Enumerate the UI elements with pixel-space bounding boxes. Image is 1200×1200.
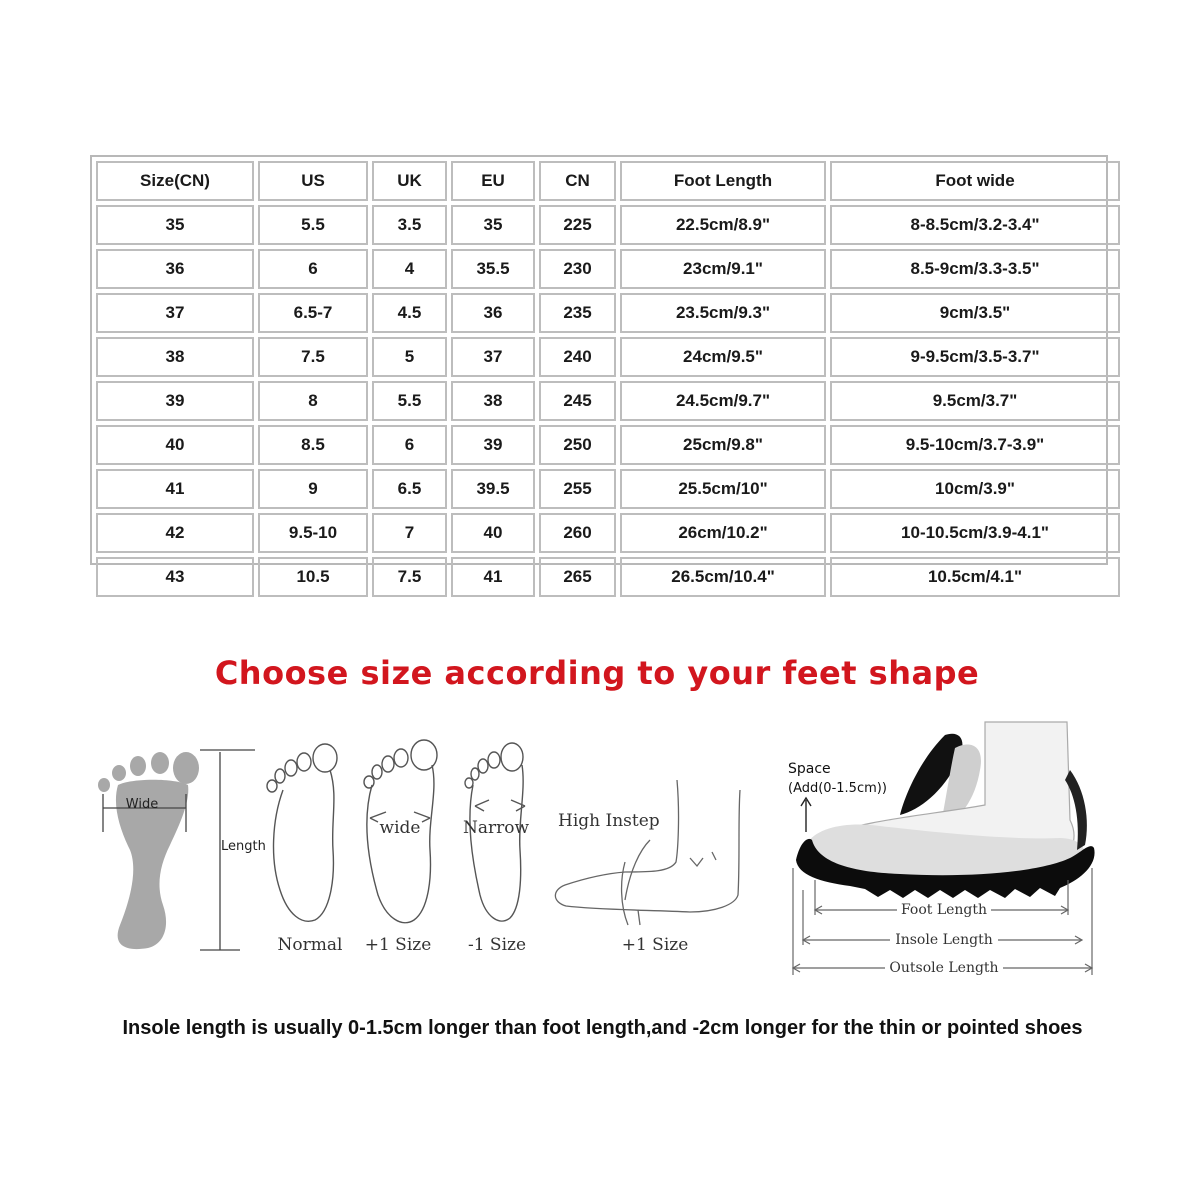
shoe-cross-section [796, 722, 1095, 898]
big-toe-icon [173, 752, 199, 784]
size-cell: 255 [539, 469, 616, 509]
size-cell: 37 [96, 293, 254, 333]
narrow-foot-caption: -1 Size [467, 935, 527, 955]
column-header: Size(CN) [96, 161, 254, 201]
insole-length-label: Insole Length [895, 932, 993, 948]
size-cell: 37 [451, 337, 535, 377]
size-cell: 38 [451, 381, 535, 421]
narrow-foot-label: Narrow [462, 818, 530, 838]
size-cell: 41 [451, 557, 535, 597]
size-cell: 5 [372, 337, 447, 377]
size-cell: 35 [96, 205, 254, 245]
column-header: Foot Length [620, 161, 826, 201]
size-cell: 9-9.5cm/3.5-3.7" [830, 337, 1120, 377]
size-cell: 230 [539, 249, 616, 289]
size-cell: 43 [96, 557, 254, 597]
normal-foot-caption: Normal [277, 935, 343, 955]
size-cell: 35.5 [451, 249, 535, 289]
size-cell: 245 [539, 381, 616, 421]
size-cell: 9 [258, 469, 368, 509]
column-header: US [258, 161, 368, 201]
normal-foot-outline [267, 744, 337, 921]
toe-icon [112, 765, 126, 781]
size-cell: 6 [372, 425, 447, 465]
size-cell: 8-8.5cm/3.2-3.4" [830, 205, 1120, 245]
space-label: Space [788, 761, 831, 777]
size-cell: 25cm/9.8" [620, 425, 826, 465]
length-label: Length [221, 839, 266, 854]
size-cell: 240 [539, 337, 616, 377]
size-cell: 39.5 [451, 469, 535, 509]
size-cell: 25.5cm/10" [620, 469, 826, 509]
size-cell: 10.5 [258, 557, 368, 597]
size-cell: 35 [451, 205, 535, 245]
size-cell: 26cm/10.2" [620, 513, 826, 553]
size-cell: 7 [372, 513, 447, 553]
size-cell: 23.5cm/9.3" [620, 293, 826, 333]
column-header: UK [372, 161, 447, 201]
size-cell: 38 [96, 337, 254, 377]
size-cell: 36 [96, 249, 254, 289]
toe-icon [98, 778, 110, 792]
size-cell: 5.5 [258, 205, 368, 245]
size-cell: 6.5-7 [258, 293, 368, 333]
size-cell: 6.5 [372, 469, 447, 509]
column-header: EU [451, 161, 535, 201]
size-cell: 250 [539, 425, 616, 465]
size-cell: 39 [451, 425, 535, 465]
toe-icon [130, 756, 146, 776]
size-cell: 9cm/3.5" [830, 293, 1120, 333]
size-advice-headline: Choose size according to your feet shape [214, 654, 980, 692]
size-cell: 7.5 [258, 337, 368, 377]
size-cell: 9.5-10 [258, 513, 368, 553]
foot-measure-diagram [98, 750, 266, 950]
space-note: (Add(0-1.5cm)) [788, 781, 887, 796]
size-cell: 225 [539, 205, 616, 245]
high-instep-foot-outline [555, 780, 740, 925]
column-header: CN [539, 161, 616, 201]
size-cell: 235 [539, 293, 616, 333]
size-cell: 4.5 [372, 293, 447, 333]
size-cell: 4 [372, 249, 447, 289]
size-cell: 10cm/3.9" [830, 469, 1120, 509]
size-cell: 7.5 [372, 557, 447, 597]
size-cell: 42 [96, 513, 254, 553]
wide-label: Wide [125, 797, 159, 812]
insole-length-note: Insole length is usually 0-1.5cm longer than foot length,and -2cm longer for the thin or pointed shoes [122, 1017, 1083, 1039]
size-cell: 36 [451, 293, 535, 333]
size-cell: 8.5-9cm/3.3-3.5" [830, 249, 1120, 289]
high-instep-title: High Instep [558, 811, 660, 831]
size-cell: 40 [96, 425, 254, 465]
size-cell: 23cm/9.1" [620, 249, 826, 289]
size-cell: 39 [96, 381, 254, 421]
size-cell: 6 [258, 249, 368, 289]
outsole-length-label: Outsole Length [889, 960, 999, 976]
size-cell: 41 [96, 469, 254, 509]
toe-icon [151, 752, 169, 774]
size-cell: 26.5cm/10.4" [620, 557, 826, 597]
size-cell: 9.5cm/3.7" [830, 381, 1120, 421]
size-cell: 3.5 [372, 205, 447, 245]
column-header: Foot wide [830, 161, 1120, 201]
size-cell: 260 [539, 513, 616, 553]
foot-length-label: Foot Length [900, 902, 988, 918]
size-cell: 22.5cm/8.9" [620, 205, 826, 245]
size-cell: 24.5cm/9.7" [620, 381, 826, 421]
size-cell: 40 [451, 513, 535, 553]
wide-foot-label: wide [379, 818, 421, 838]
size-cell: 265 [539, 557, 616, 597]
size-cell: 24cm/9.5" [620, 337, 826, 377]
size-cell: 5.5 [372, 381, 447, 421]
size-cell: 9.5-10cm/3.7-3.9" [830, 425, 1120, 465]
high-instep-caption: +1 Size [621, 935, 689, 955]
size-cell: 10.5cm/4.1" [830, 557, 1120, 597]
size-cell: 8.5 [258, 425, 368, 465]
size-cell: 8 [258, 381, 368, 421]
size-cell: 10-10.5cm/3.9-4.1" [830, 513, 1120, 553]
wide-foot-caption: +1 Size [364, 935, 432, 955]
